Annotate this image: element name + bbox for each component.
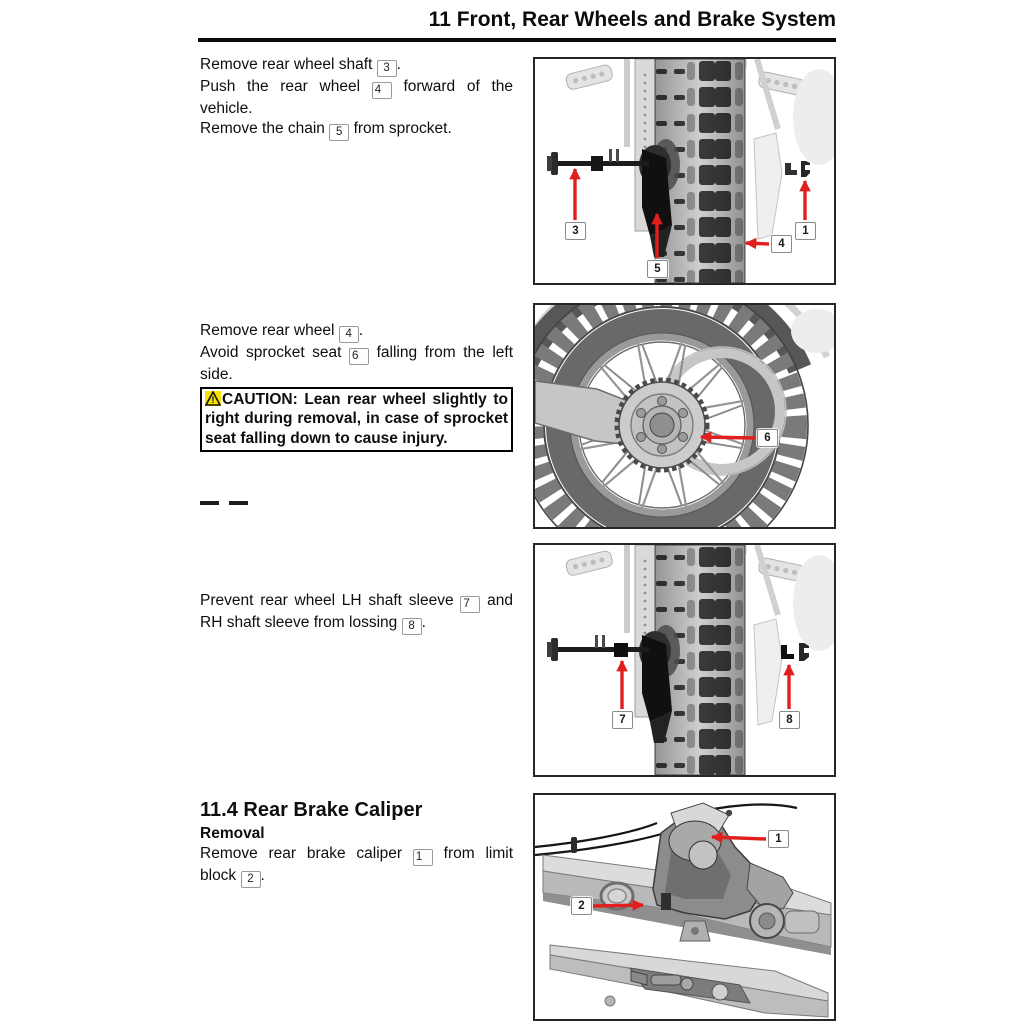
figure-shaft-sleeves	[533, 543, 836, 777]
callout-2: 2	[571, 897, 592, 915]
instruction-line	[200, 77, 513, 99]
instruction-line	[200, 866, 513, 888]
callout-5: 5	[647, 260, 668, 278]
section-heading: 11.4 Rear Brake Caliper	[200, 799, 423, 821]
instruction-line	[200, 119, 513, 141]
callout-4: 4	[771, 235, 792, 253]
instruction-text: .	[421, 614, 426, 631]
part-ref-4: 4	[339, 326, 359, 343]
part-ref-7: 7	[460, 596, 480, 613]
instruction-text: RH shaft sleeve from lossing	[200, 614, 398, 631]
callout-6: 6	[757, 429, 778, 447]
instruction-text: Remove rear wheel	[200, 322, 335, 339]
dash-mark	[200, 501, 219, 505]
instruction-text: Remove rear brake caliper	[200, 844, 403, 862]
section-subheading: Removal	[200, 825, 265, 842]
part-ref-3: 3	[377, 60, 397, 77]
part-ref-1: 1	[413, 849, 433, 866]
instruction-line	[200, 613, 513, 635]
caution-line: right during removal, in case of sprocket	[205, 410, 508, 427]
instruction-text: Prevent rear wheel LH shaft sleeve	[200, 592, 454, 609]
instruction-line: vehicle.	[200, 100, 253, 117]
instruction-text: Remove rear wheel shaft	[200, 56, 373, 73]
svg-text:!: !	[211, 394, 215, 406]
instruction-line	[200, 591, 513, 613]
instruction-text: falling from the left	[376, 344, 513, 361]
instruction-text: .	[358, 322, 364, 339]
instruction-text: .	[260, 866, 265, 884]
figure-sprocket-seat	[533, 303, 836, 529]
instruction-line: side.	[200, 366, 233, 383]
callout-1: 1	[795, 222, 816, 240]
callout-8: 8	[779, 711, 800, 729]
figure-rear-brake-caliper	[533, 793, 836, 1021]
figure-rear-wheel-shaft	[533, 57, 836, 285]
instruction-text: and	[487, 592, 514, 609]
instruction-line	[200, 343, 513, 365]
warning-icon	[205, 391, 221, 406]
callout-1: 1	[768, 830, 789, 848]
caution-text: CAUTION: Lean rear wheel slightly to	[222, 390, 508, 408]
caution-box	[200, 387, 513, 453]
instruction-text: from limit	[443, 844, 514, 862]
part-ref-4: 4	[372, 82, 392, 99]
callout-7: 7	[612, 711, 633, 729]
part-ref-6: 6	[349, 348, 369, 365]
instruction-text: Push the rear wheel	[200, 78, 361, 95]
caution-line	[205, 390, 508, 410]
instruction-line	[200, 55, 513, 77]
section-rear-brake-caliper	[200, 799, 513, 888]
illustration-sprocket-seat	[535, 305, 834, 527]
step1-text	[200, 55, 513, 141]
step3-text	[200, 591, 513, 635]
part-ref-2: 2	[241, 871, 261, 888]
instruction-text: block	[200, 866, 237, 884]
page-title: 11 Front, Rear Wheels and Brake System	[428, 8, 836, 31]
header-rule	[198, 38, 836, 42]
callout-3: 3	[565, 222, 586, 240]
instruction-text: forward of the	[403, 78, 513, 95]
dash-mark	[229, 501, 248, 505]
instruction-line	[200, 844, 513, 866]
caution-line: seat falling down to cause injury.	[205, 429, 448, 447]
illustration-shaft-sleeves	[535, 545, 834, 775]
instruction-text: Avoid sprocket seat	[200, 344, 342, 361]
part-ref-8: 8	[402, 618, 422, 635]
instruction-text: .	[396, 56, 401, 73]
instruction-text: Remove the chain	[200, 119, 325, 137]
part-ref-5: 5	[329, 124, 349, 141]
instruction-text: from sprocket.	[353, 119, 452, 137]
step2-text	[200, 321, 513, 452]
instruction-line	[200, 321, 513, 343]
